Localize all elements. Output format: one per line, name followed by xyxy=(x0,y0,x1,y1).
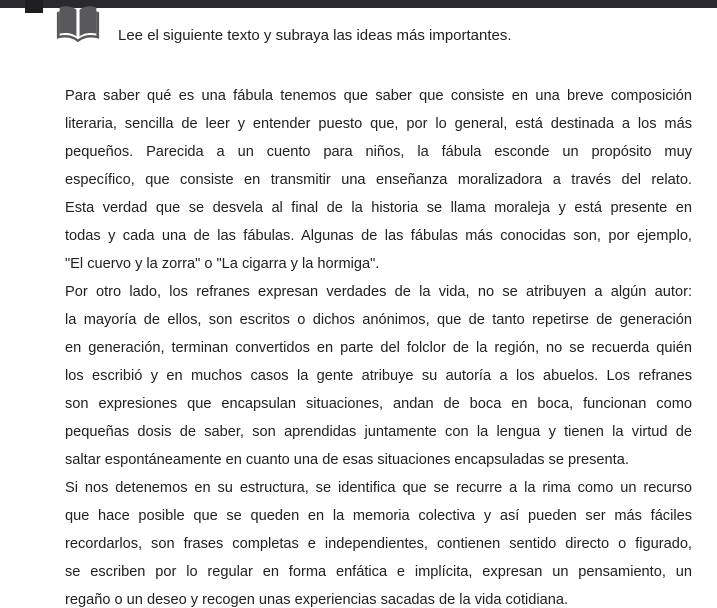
text-line: los escribió y en muchos casos la gente atribuye su autoría a los abuelos. Los refranes xyxy=(65,368,692,384)
text-line: recordarlos, son frases completas e independientes, contienen sentido directo o figurado, xyxy=(65,536,692,552)
instruction-text: Lee el siguiente texto y subraya las ideas más importantes. xyxy=(118,27,512,44)
text-line: pequeñas dosis de saber, son aprendidas juntamente con la lengua y tienen la virtud de xyxy=(65,424,692,440)
text-line: específico, que consiste en transmitir una enseñanza moralizadora a través del relato. xyxy=(65,172,692,188)
text-line: regaño o un deseo y recogen unas experiencias sacadas de la vida cotidiana. xyxy=(65,592,569,608)
top-bar-tab xyxy=(25,0,43,13)
paragraph xyxy=(65,278,692,474)
text-line: pequeños. Parecida a un cuento para niños, la fábula esconde un propósito muy xyxy=(65,144,692,160)
paragraph xyxy=(65,82,692,278)
text-line: en generación, terminan convertidos en parte del folclor de la región, no se recuerda quién xyxy=(65,340,692,356)
text-line: todas y cada una de las fábulas. Algunas de las fábulas más conocidas son, por ejemplo, xyxy=(65,228,692,244)
text-line: saltar espontáneamente en cuanto una de esas situaciones encapsuladas se presenta. xyxy=(65,452,629,468)
text-line: Para saber qué es una fábula tenemos que saber que consiste en una breve composición xyxy=(65,88,692,104)
text-line: son expresiones que encapsulan situaciones, andan de boca en boca, funcionan como xyxy=(65,396,692,412)
text-line: Esta verdad que se desvela al final de la historia se llama moraleja y está presente en xyxy=(65,200,692,216)
text-line: se escriben por lo regular en forma enfática e implícita, expresan un pensamiento, un xyxy=(65,564,692,580)
text-line: "El cuervo y la zorra" o "La cigarra y la hormiga". xyxy=(65,256,380,272)
text-line: que hace posible que se queden en la memoria colectiva y así pueden ser más fáciles xyxy=(65,508,692,524)
paragraph xyxy=(65,474,692,608)
text-line: literaria, sencilla de leer y entender puesto que, por lo general, está destinada a los más xyxy=(65,116,692,132)
open-book-icon xyxy=(53,4,103,47)
document-text xyxy=(65,82,692,608)
text-line: Si nos detenemos en su estructura, se identifica que se recurre a la rima como un recurso xyxy=(65,480,692,496)
text-line: la mayoría de ellos, son escritos o dichos anónimos, que de tanto repetirse de generación xyxy=(65,312,692,328)
instruction-header xyxy=(53,4,512,47)
text-line: Por otro lado, los refranes expresan verdades de la vida, no se atribuyen a algún autor: xyxy=(65,284,692,300)
